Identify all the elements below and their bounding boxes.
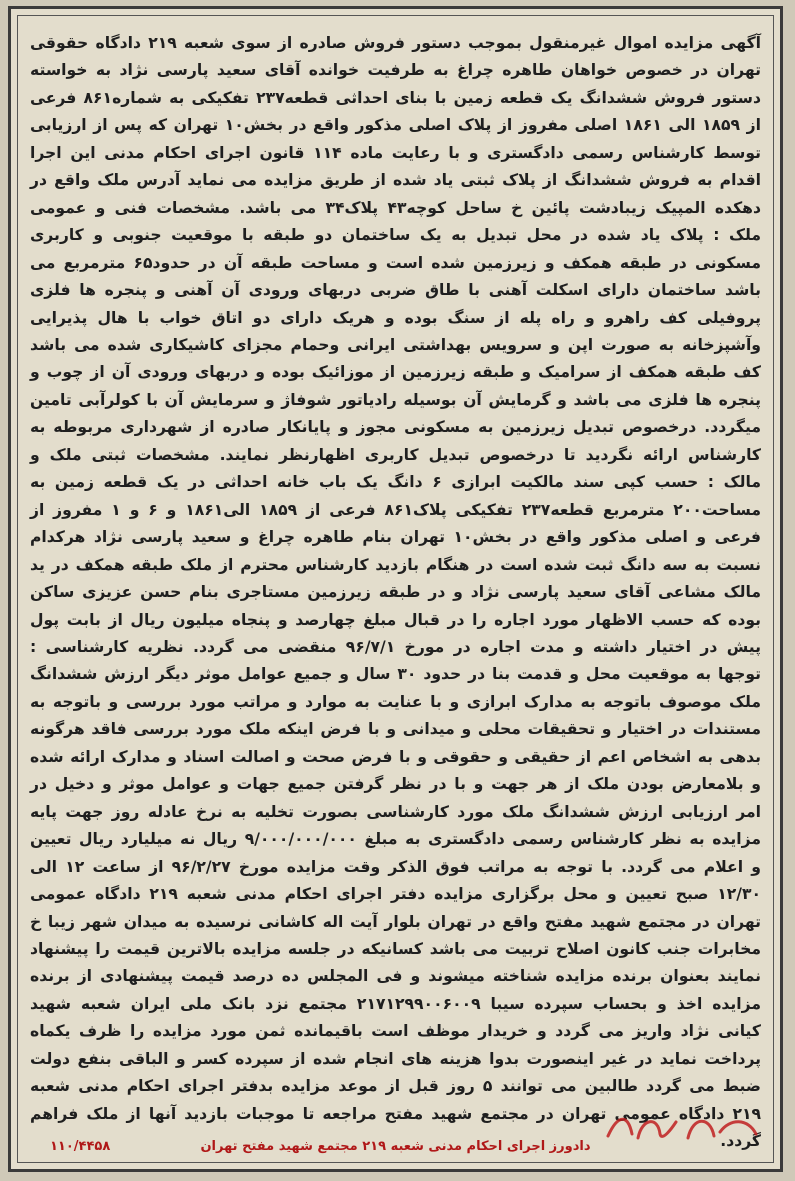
notice-body <box>30 30 761 1156</box>
notice-footer <box>30 1139 761 1154</box>
footer-signature: دادورز اجرای احکام مدنی شعبه ۲۱۹ مجتمع شهید مفتح تهران <box>200 1139 591 1154</box>
newspaper-clipping <box>8 6 783 1172</box>
footer-reference-number: ۱۱۰/۴۴۵۸ <box>50 1139 111 1154</box>
notice-paragraph: آگهی مزایده اموال غیرمنقول بموجب دستور فروش صادره از سوی شعبه ۲۱۹ دادگاه حقوقی تهران در خصوص خواهان طاهره چراغ به طرفیت خوانده آقای سعید پارسی نژاد به خواسته دستور فروش ششدانگ یک قطعه زمین با بنای احداثی قطعه۲۳۷ تفکیکی به شماره۸۶۱ فرعی از ۱۸۵۹ الی ۱۸۶۱ اصلی مفروز از پلاک اصلی مذکور واقع در بخش۱۰ تهران که پس از ارزیابی توسط کارشناس رسمی دادگستری و با رعایت ماده ۱۱۴ قانون اجرای احکام مدنی این اجرا اقدام به فروش ششدانگ از پلاک ثبتی یاد شده از طریق مزایده می نماید آدرس ملک واقع در دهکده المپیک زیبادشت پائین خ ساحل کوچه۴۳ پلاک۳۴ می باشد. مشخصات فنی و عمومی ملک : پلاک یاد شده در محل تبدیل به یک ساختمان دو طبقه با موقعیت جنوبی و کاربری مسکونی در طبقه همکف و زیرزمین شده است و مساحت طبقه آن در حدود۶۵ مترمربع می باشد ساختمان دارای اسکلت آهنی با طاق ضربی دربهای ورودی آن آهنی و پنجره ها فلزی پروفیلی کف راهرو و راه پله از سنگ بوده و هریک دارای دو اتاق خواب با هال پذیرایی وآشپزخانه به صورت اپن و سرویس بهداشتی ایرانی وحمام مجزای کاشیکاری شده می باشد کف طبقه همکف از سرامیک و طبقه زیرزمین از موزائیک بوده و دربهای ورودی آن از چوب و پنجره ها فلزی می باشد و گرمایش آن بوسیله رادیاتور شوفاژ و سرمایش آن با کولرآبی تامین میگردد. درخصوص تبدیل زیرزمین به مسکونی مجوز و پایانکار صادره از شهرداری مربوطه به کارشناس ارائه نگردید تا درخصوص تبدیل کاربری اظهارنظر نمایند. مشخصات ثبتی ملک و مالک : حسب کپی سند مالکیت ابرازی ۶ دانگ یک باب خانه احداثی در یک قطعه زمین به مساحت۲۰۰ مترمربع قطعه۲۳۷ تفکیکی پلاک۸۶۱ فرعی از ۱۸۵۹ الی۱۸۶۱ و ۶ و ۱ مفروز از فرعی و اصلی مذکور واقع در بخش۱۰ تهران بنام طاهره چراغ و سعید پارسی نژاد هرکدام نسبت به سه دانگ ثبت شده است در هنگام بازدید کارشناس محترم از ملک طبقه همکف در ید مالک مشاعی آقای سعید پارسی نژاد و در طبقه زیرزمین مستاجری بنام حسن عزیزی ساکن بوده که حسب الاظهار مورد اجاره را در قبال مبلغ چهارصد و پنجاه میلیون ریال از بابت پول پیش در اختیار داشته و مدت اجاره در مورخ ۹۶/۷/۱ منقضی می گردد. نظریه کارشناسی : توجها به موقعیت محل و قدمت بنا در حدود ۳۰ سال و جمیع عوامل موثر دیگر ارزش ششدانگ ملک موصوف باتوجه به مدارک ابرازی و با عنایت به موارد و مراتب مورد بررسی و باتوجه به مستندات در اختیار و تحقیقات محلی و میدانی و با فرض اینکه ملک مورد بررسی فاقد هرگونه بدهی به اشخاص اعم از حقیقی و حقوقی و با فرض صحت و اصالت اسناد و مدارک ارائه شده و بلامعارض بودن ملک از هر جهت و با در نظر گرفتن جمیع جهات و عوامل موثر و دخیل در امر ارزیابی ارزش ششدانگ ملک مورد کارشناسی بصورت تخلیه به نرخ عادله روز جهت پایه مزایده به نظر کارشناس رسمی دادگستری به مبلغ ۹/۰۰۰/۰۰۰/۰۰۰ ریال نه میلیارد ریال تعیین و اعلام می گردد. با توجه به مراتب فوق الذکر وقت مزایده مورخ ۹۶/۲/۲۷ از ساعت ۱۲ الی ۱۲/۳۰ صبح تعیین و محل برگزاری مزایده دفتر اجرای احکام مدنی شعبه ۲۱۹ دادگاه عمومی تهران در مجتمع شهید مفتح واقع در تهران بلوار آیت اله کاشانی نرسیده به میدان شهر زیبا خ مخابرات جنب کانون اصلاح تربیت می باشد کسانیکه در جلسه مزایده بالاترین قیمت را پیشنهاد نمایند بعنوان برنده مزایده شناخته میشوند و فی المجلس ده درصد قیمت پیشنهادی از برنده مزایده اخذ و بحساب سپرده سیبا ۲۱۷۱۲۹۹۰۰۶۰۰۹ مجتمع نزد بانک ملی ایران شعبه شهید کیانی نژاد واریز می گردد و خریدار موظف است باقیمانده ثمن مورد مزایده را ظرف یکماه پرداخت نماید در غیر اینصورت بدوا هزینه های انجام شده از سپرده کسر و الباقی بنفع دولت ضبط می گردد طالبین می توانند ۵ روز قبل از موعد مزایده بدفتر اجرای احکام مدنی شعبه ۲۱۹ دادگاه عمومی تهران در مجتمع شهید مفتح مراجعه تا موجبات بازدید آنها از ملک فراهم گردد. <box>30 34 762 1151</box>
notice-frame <box>17 15 774 1163</box>
